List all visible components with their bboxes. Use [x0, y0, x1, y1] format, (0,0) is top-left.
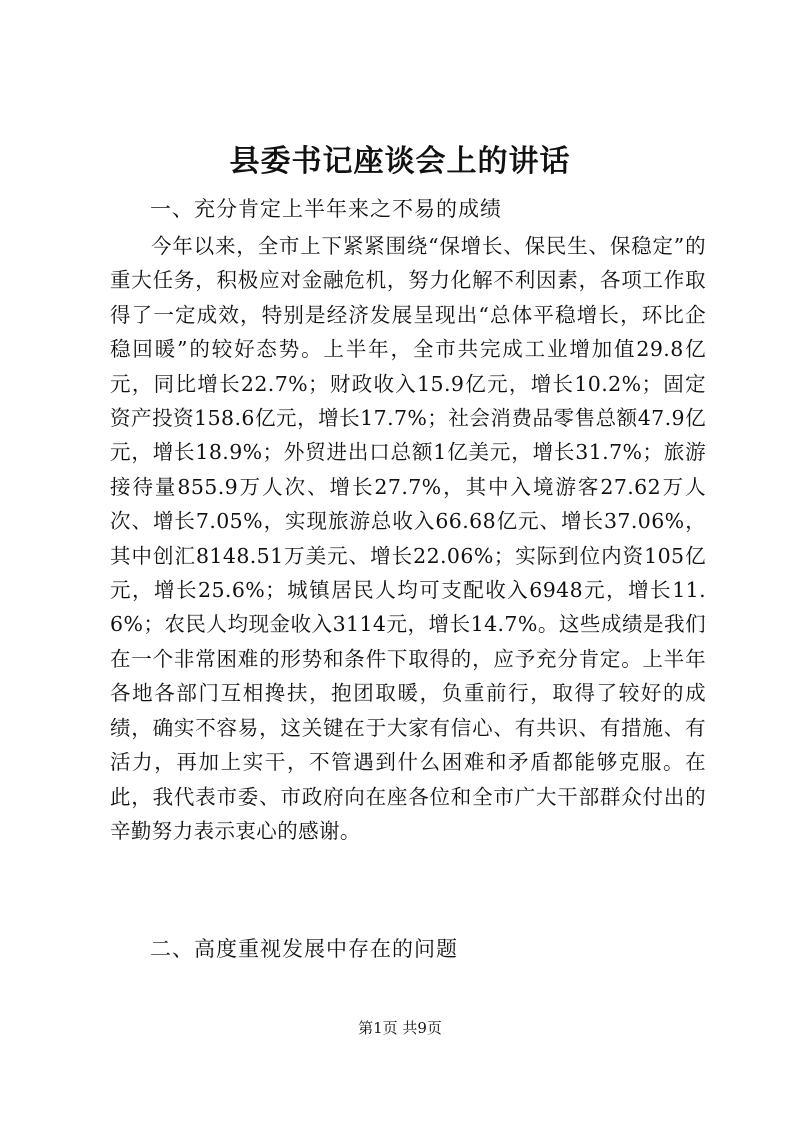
page-footer: 第1页 共9页 — [358, 1019, 442, 1037]
section-heading-2: 二、高度重视发展中存在的问题 — [150, 937, 458, 961]
section-heading-1: 一、充分肯定上半年来之不易的成绩 — [150, 197, 502, 221]
body-paragraph: 今年以来，全市上下紧紧围绕“保增长、保民生、保稳定”的重大任务，积极应对金融危机，努力化解不利因素，各项工作取得了一定成效，特别是经济发展呈现出“总体平稳增长，环比企稳回暖”的较好态势。上半年，全市共完成工业增加值29.8亿元，同比增长22.7%；财政收入15.9亿元，增长10.2%；固定资产投资158.6亿元，增长17.7%；社会消费品零售总额47.9亿元，增长18.9%；外贸进出口总额1亿美元，增长31.7%；旅游接待量855.9万人次、增长27.7%，其中入境游客27.62万人次、增长7.05%，实现旅游总收入66.68亿元、增长37.06%，其中创汇8148.51万美元、增长22.06%；实际到位内资105亿元，增长25.6%；城镇居民人均可支配收入6948元，增长11.6%；农民人均现金收入3114元，增长14.7%。这些成绩是我们在一个非常困难的形势和条件下取得的，应予充分肯定。上半年各地各部门互相搀扶，抱团取暖，负重前行，取得了较好的成绩，确实不容易，这关键在于大家有信心、有共识、有措施、有活力，再加上实干，不管遇到什么困难和矛盾都能够克服。在此，我代表市委、市政府向在座各位和全市广大干部群众付出的辛勤努力表示衷心的感谢。 — [110, 234, 706, 843]
document-title: 县委书记座谈会上的讲话 — [229, 144, 571, 179]
